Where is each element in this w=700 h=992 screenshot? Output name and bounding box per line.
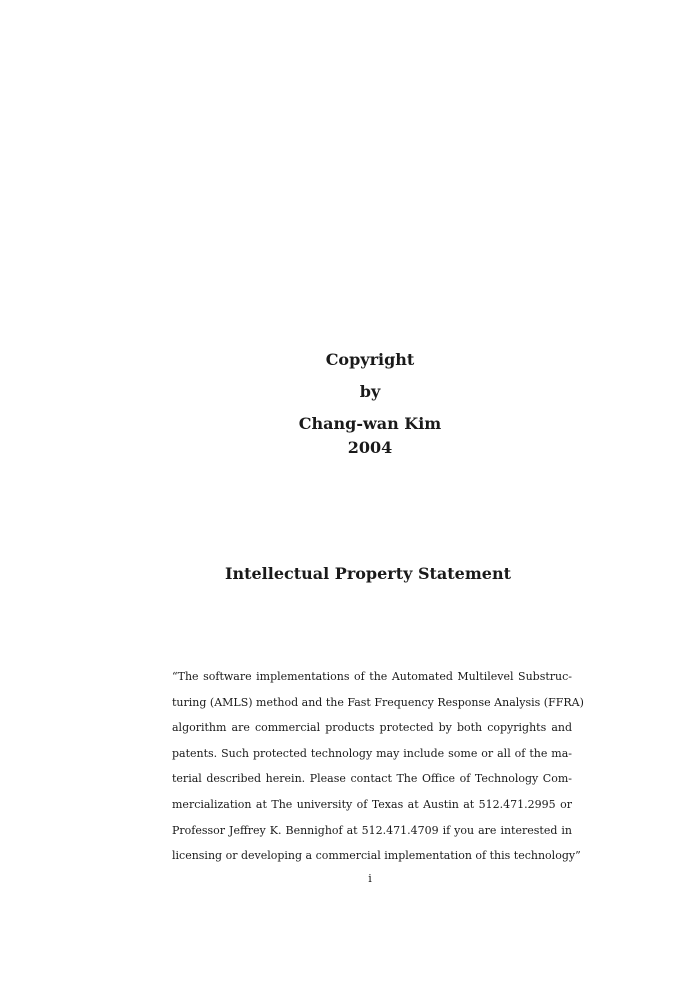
- page-number: i: [368, 872, 372, 885]
- statement-line: “The software implementations of the Automated Multilevel Substruc-: [172, 670, 572, 683]
- statement-line: Professor Jeffrey K. Bennighof at 512.471.4709 if you are interested in: [172, 823, 572, 837]
- copyright-by: by: [359, 382, 381, 401]
- ip-statement-heading: Intellectual Property Statement: [224, 564, 511, 583]
- copyright-block: [0, 350, 700, 458]
- statement-line: algorithm are commercial products protected by both copyrights and: [172, 721, 572, 735]
- statement-line: patents. Such protected technology may include some or all of the ma-: [172, 746, 572, 760]
- ip-statement-body: [172, 664, 584, 869]
- statement-line: licensing or developing a commercial implementation of this technology”: [172, 849, 581, 863]
- statement-line: mercialization at The university of Texas at Austin at 512.471.2995 or: [172, 797, 572, 811]
- copyright-title: Copyright: [325, 350, 415, 369]
- statement-line: terial described herein. Please contact The Office of Technology Com-: [172, 772, 572, 786]
- copyright-author: Chang-wan Kim: [298, 414, 442, 433]
- copyright-year: 2004: [347, 438, 393, 457]
- statement-line: turing (AMLS) method and the Fast Frequency Response Analysis (FFRA): [172, 695, 584, 709]
